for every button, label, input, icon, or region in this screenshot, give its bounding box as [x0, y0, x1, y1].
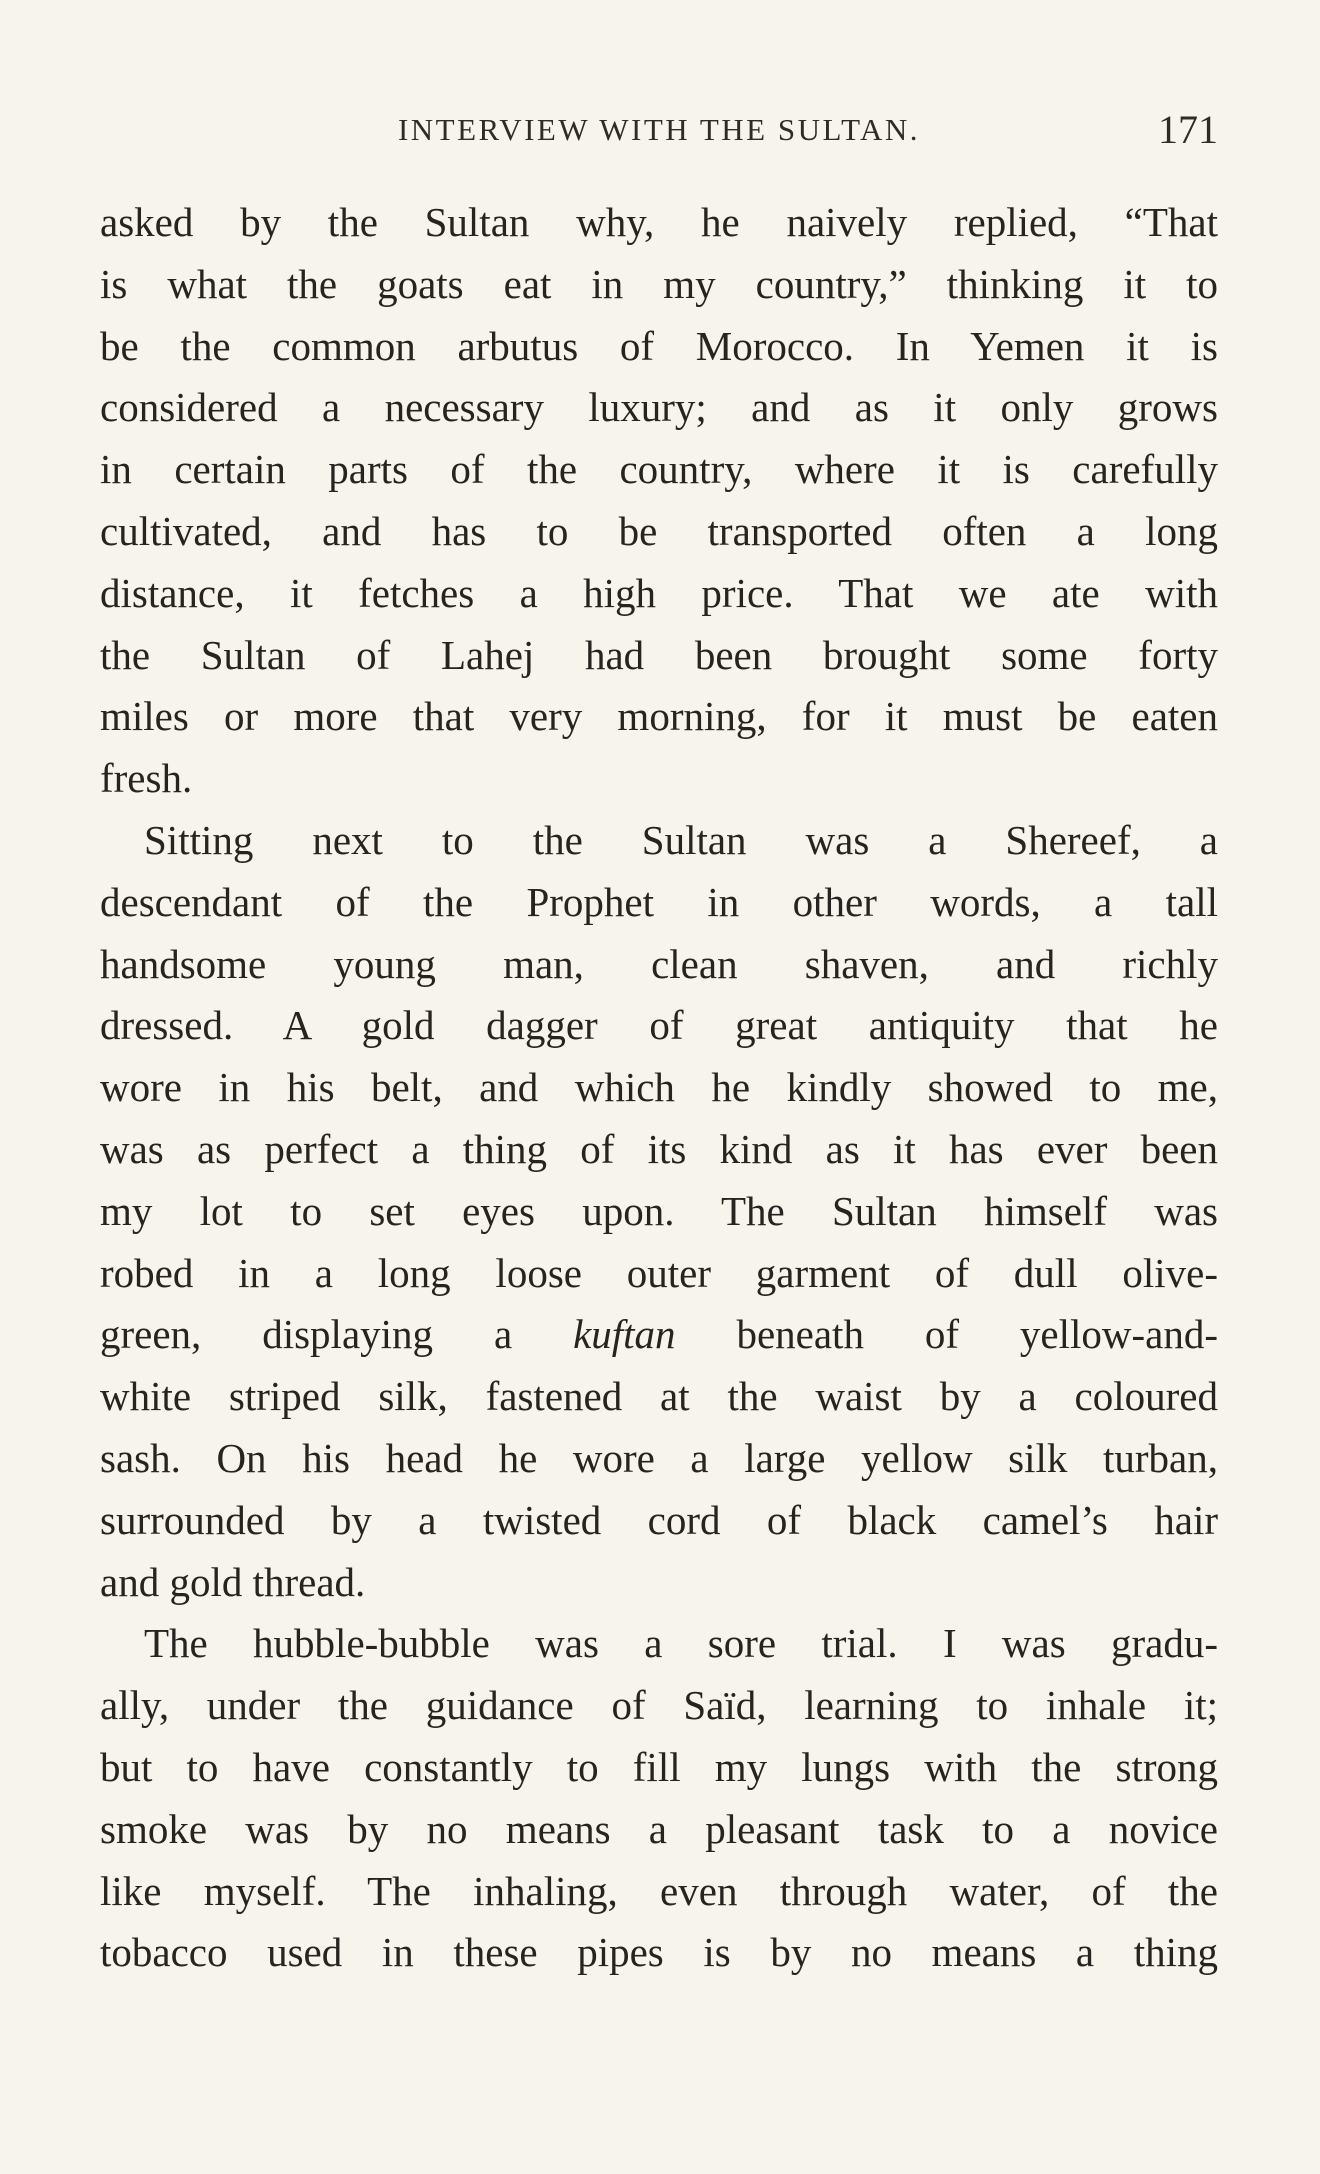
- text-line: was as perfect a thing of its kind as it has ever been: [100, 1125, 1218, 1172]
- text-line: miles or more that very morning, for it must be eaten: [100, 693, 1218, 740]
- text-line: asked by the Sultan why, he naively replied, “That: [100, 199, 1218, 245]
- body-text: [100, 192, 1218, 1984]
- text-line: white striped silk, fastened at the waist by a coloured: [100, 1373, 1218, 1420]
- text-line: smoke was by no means a pleasant task to a novice: [100, 1805, 1218, 1852]
- text-line: The hubble-bubble was a sore trial. I was gradu-: [144, 1620, 1218, 1667]
- text-line: considered a necessary luxury; and as it only grows: [100, 384, 1218, 431]
- text-line: handsome young man, clean shaven, and richly: [100, 940, 1218, 987]
- text-line: the Sultan of Lahej had been brought some forty: [100, 631, 1218, 678]
- italic-word: kuftan: [573, 1311, 676, 1358]
- running-title: INTERVIEW WITH THE SULTAN.: [397, 112, 921, 147]
- text-line: and gold thread.: [100, 1558, 366, 1605]
- text-line: cultivated, and has to be transported often a long: [100, 507, 1218, 554]
- text-line: surrounded by a twisted cord of black camel’s hair: [100, 1496, 1218, 1543]
- page-number: 171: [1158, 107, 1218, 152]
- running-head: [100, 107, 1218, 162]
- paragraph-1: [100, 192, 1218, 810]
- text-line-with-italic: green, displaying a kuftan beneath of yellow-and-: [100, 1311, 1219, 1358]
- text-line: is what the goats eat in my country,” thinking it to: [100, 260, 1218, 307]
- text-line: descendant of the Prophet in other words, a tall: [100, 878, 1218, 925]
- paragraph-2: [100, 810, 1218, 1613]
- paragraph-3: [100, 1613, 1218, 1984]
- text-line: tobacco used in these pipes is by no means a thing: [100, 1929, 1218, 1976]
- text-line: fresh.: [100, 755, 193, 802]
- text-line: ally, under the guidance of Saïd, learning to inhale it;: [100, 1682, 1218, 1729]
- text-line: in certain parts of the country, where it is carefully: [100, 446, 1218, 493]
- text-line: robed in a long loose outer garment of dull olive-: [100, 1249, 1218, 1296]
- text-line: my lot to set eyes upon. The Sultan himself was: [100, 1187, 1218, 1234]
- text-line: sash. On his head he wore a large yellow silk turban,: [100, 1434, 1218, 1481]
- text-line: like myself. The inhaling, even through water, of the: [100, 1867, 1218, 1914]
- text-line: but to have constantly to fill my lungs with the strong: [100, 1743, 1218, 1790]
- text-line: dressed. A gold dagger of great antiquity that he: [100, 1002, 1218, 1049]
- text-line: wore in his belt, and which he kindly showed to me,: [100, 1064, 1218, 1111]
- text-line: distance, it fetches a high price. That we ate with: [100, 569, 1218, 616]
- text-line: Sitting next to the Sultan was a Shereef, a: [144, 816, 1218, 863]
- text-line: be the common arbutus of Morocco. In Yemen it is: [100, 322, 1218, 369]
